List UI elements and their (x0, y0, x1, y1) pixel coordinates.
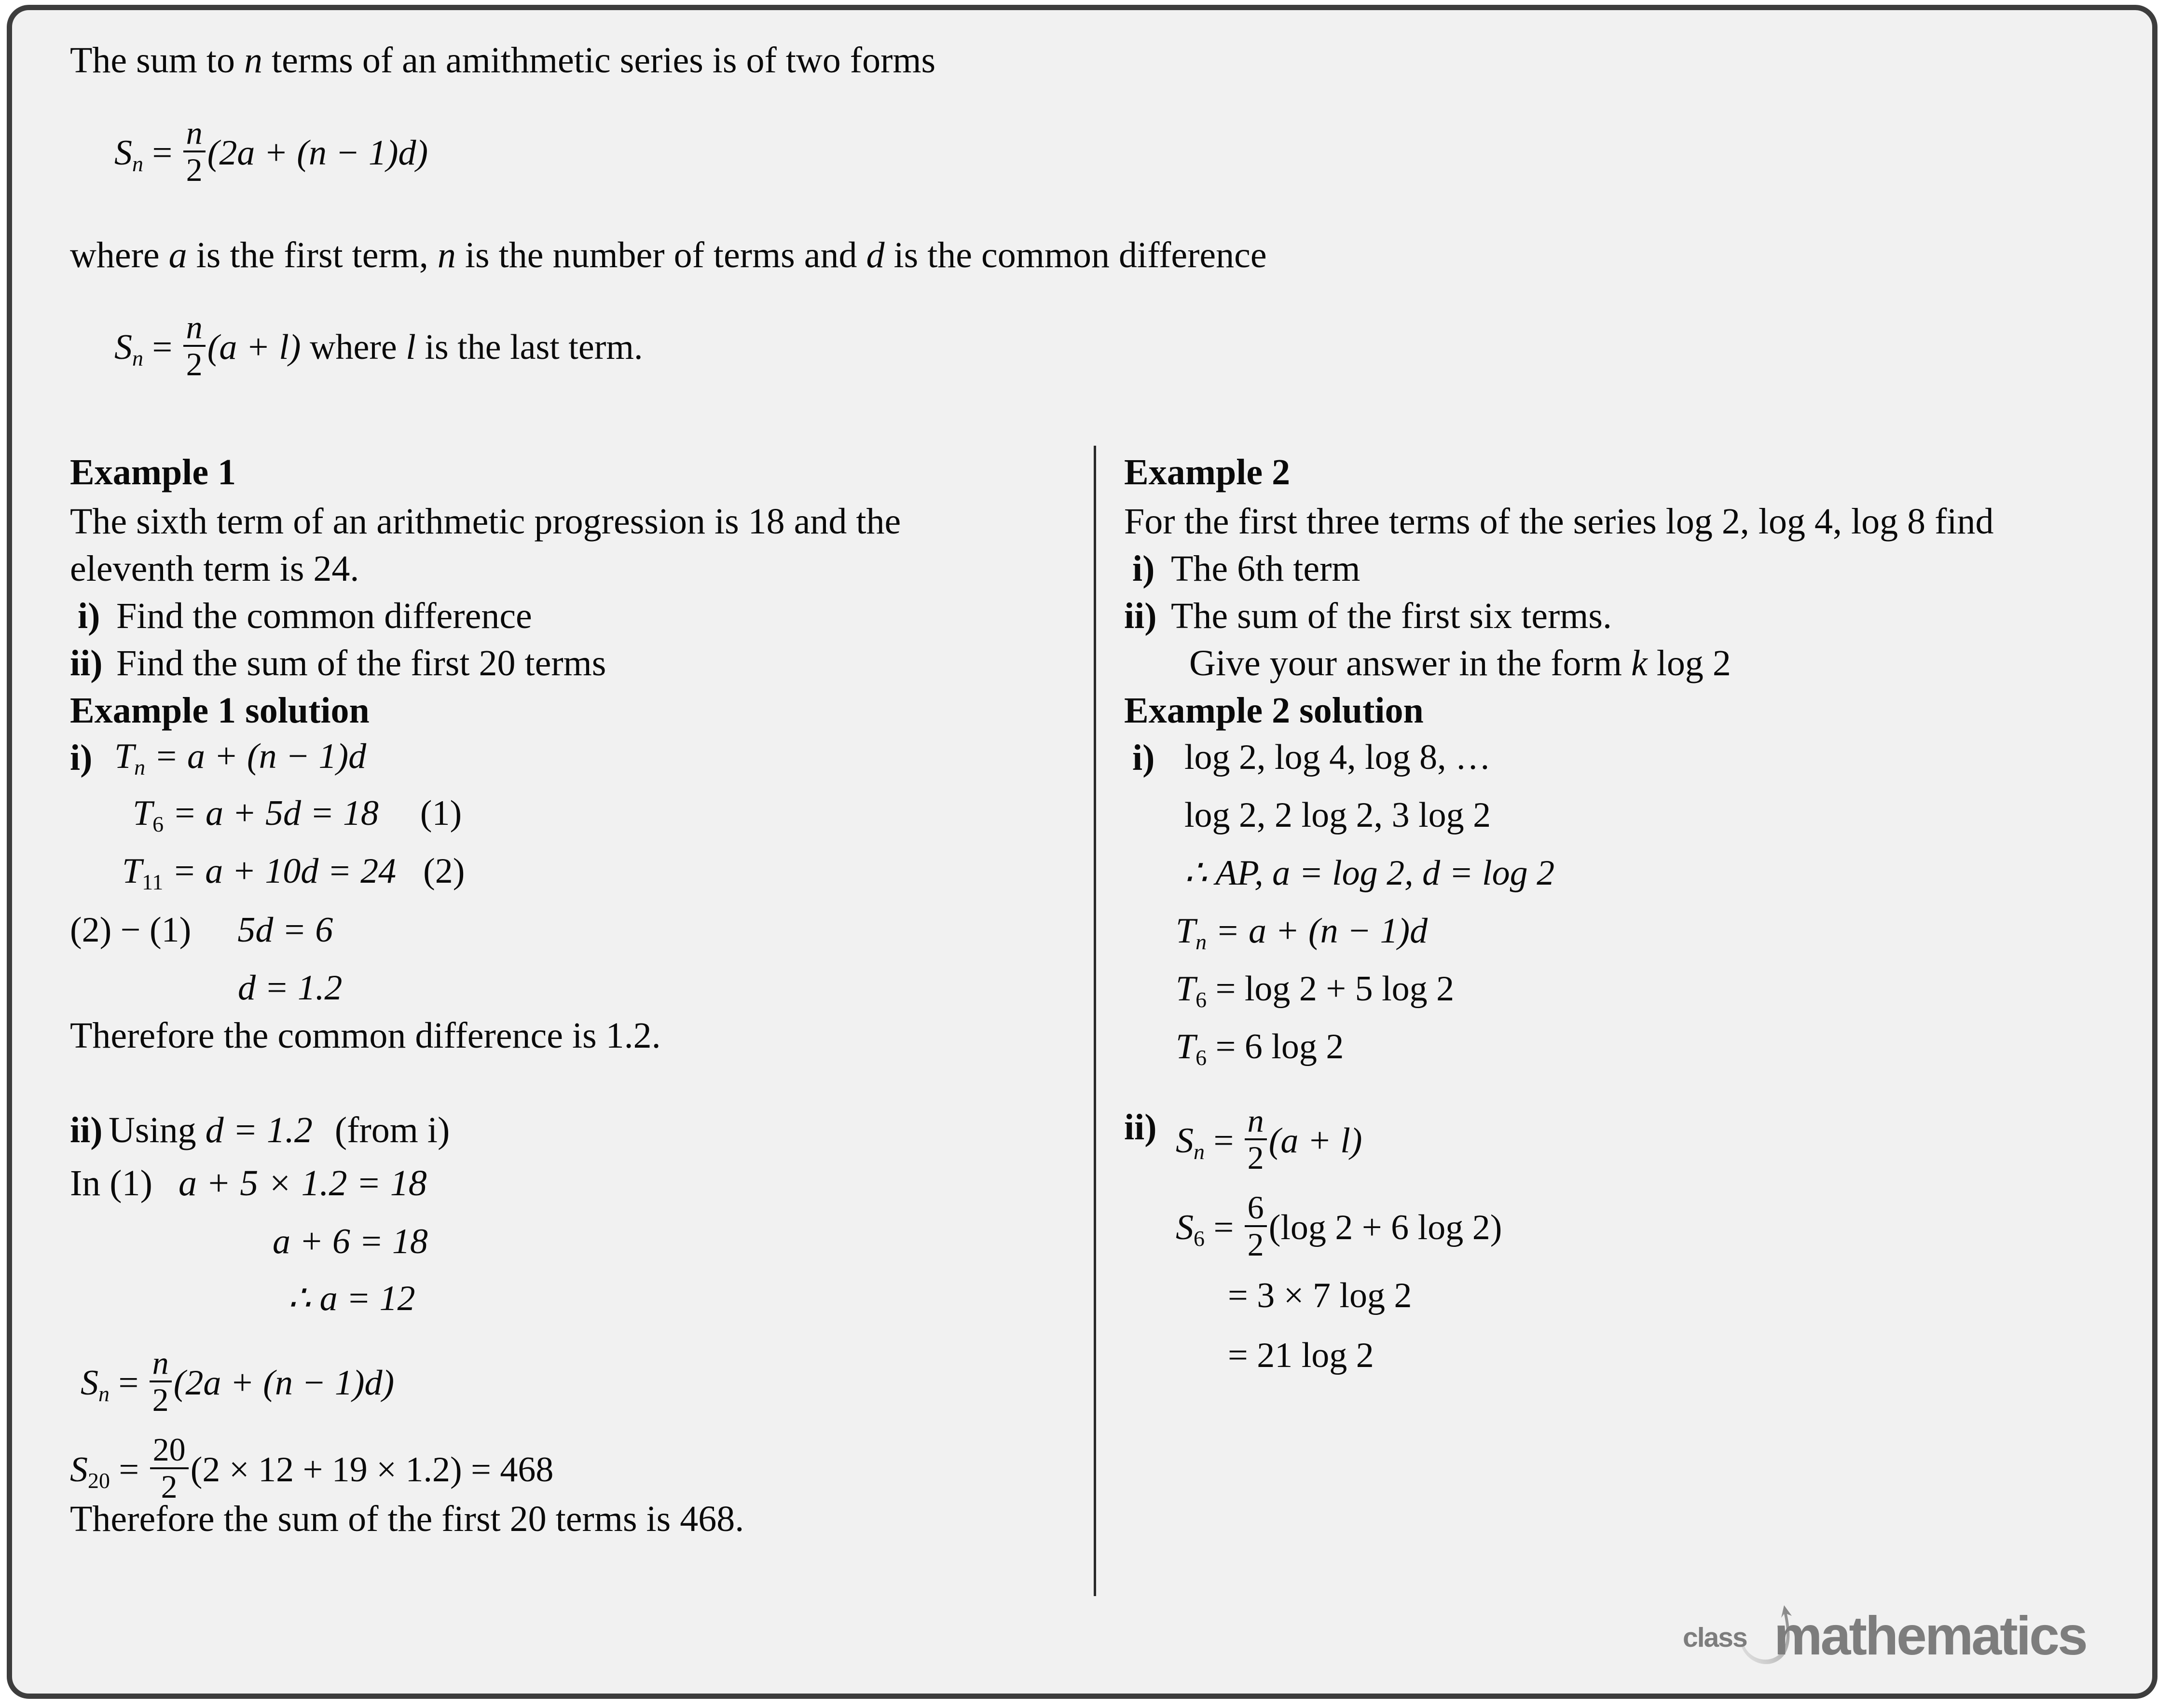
s20-denominator: 2 (161, 1468, 178, 1505)
s20-fraction (150, 1433, 189, 1503)
formula2-var-l: l (406, 328, 416, 368)
example1-line-t11 (122, 853, 465, 893)
formula2-fraction (183, 311, 206, 381)
classmathematics-logo (1683, 1600, 2107, 1664)
e2-tn-sub: n (1195, 929, 1207, 954)
example1-line-tn (114, 738, 366, 779)
t11-rhs: = a + 10d = 24 (172, 851, 397, 891)
formula1-denominator: 2 (186, 151, 203, 189)
e2-sn-fraction (1245, 1104, 1267, 1174)
e2-s6-denominator: 2 (1247, 1226, 1264, 1263)
formula2-equals: = (152, 328, 173, 368)
where-var-n: n (437, 235, 456, 275)
subtract-ops: (2) − (1) (70, 910, 192, 950)
formula2-denominator: 2 (186, 346, 203, 383)
sn-fraction (150, 1344, 172, 1419)
a6-eq: a + 6 = 18 (273, 1222, 428, 1261)
formula2-lhs: S (114, 328, 132, 368)
example1-line-a (288, 1281, 415, 1316)
logo-word-mathematics: mathematics (1774, 1605, 2086, 1666)
example1-sol-ii-label: ii) (70, 1110, 103, 1150)
formula-sum-last-term (114, 311, 643, 381)
example2-line-ap (1184, 855, 1554, 891)
example2-part-ii-label: ii) (1124, 596, 1157, 636)
formula2-lhs-sub: n (132, 345, 143, 370)
tn-lhs: T (114, 737, 135, 776)
example2-solution-heading: Example 2 solution (1124, 690, 1424, 731)
example2-part-ii-text: The sum of the first six terms. (1171, 596, 1612, 636)
formula1-rhs: (2a + (n − 1)d) (207, 133, 428, 173)
t6-rhs: = a + 5d = 18 (172, 793, 379, 833)
tn-sub: n (134, 754, 146, 779)
sn-equals: = (118, 1363, 139, 1403)
example1-line-a6 (273, 1224, 428, 1259)
e2-t6b-rhs: = 6 log 2 (1215, 1027, 1344, 1066)
e2-sn-lhs: S (1176, 1121, 1194, 1161)
example1-formula-s20 (70, 1433, 553, 1503)
using-value: d = 1.2 (205, 1110, 313, 1150)
e2-s6-equals: = (1213, 1208, 1234, 1248)
column-divider (1094, 446, 1096, 1596)
example1-part-i-text: Find the common difference (116, 596, 532, 636)
logo-word-class: class (1683, 1622, 1747, 1653)
subtract-result: 5d = 6 (237, 910, 333, 950)
s20-equals: = (119, 1450, 139, 1490)
e2-s6-lhs: S (1176, 1208, 1194, 1248)
where-definitions-line (70, 237, 1267, 273)
example1-line-subtract (70, 912, 333, 948)
intro-line (70, 42, 935, 79)
formula-sum-general (114, 114, 428, 189)
e2-sn-equals: = (1213, 1121, 1234, 1161)
s20-lhs: S (70, 1450, 88, 1490)
example1-line-in1 (70, 1165, 427, 1202)
t11-tag: (2) (423, 851, 465, 891)
form-pre: Give your answer in the form (1189, 643, 1631, 683)
example1-line-t6 (133, 795, 462, 835)
example1-line-d (238, 970, 342, 1006)
e2-tn-lhs: T (1176, 911, 1196, 951)
example1-question-line2: eleventh term is 24. (70, 548, 359, 589)
example2-part-i-label: i) (1132, 548, 1155, 589)
s20-sub: 20 (88, 1468, 110, 1493)
t11-sub: 11 (142, 869, 164, 894)
example2-line-tn (1176, 913, 1428, 953)
intro-variable-n: n (244, 40, 262, 81)
example1-formula-sn (81, 1344, 395, 1419)
using-note: (from i) (334, 1110, 450, 1150)
e2-t6a-lhs: T (1176, 969, 1196, 1009)
where-var-d: d (866, 235, 885, 275)
form-var-k: k (1631, 643, 1648, 683)
e2-sn-numerator: n (1247, 1102, 1264, 1139)
example2-line-t6a (1176, 971, 1454, 1011)
example1-conclusion-ii: Therefore the sum of the first 20 terms is 468. (70, 1499, 744, 1539)
where-part2: is the first term, (187, 235, 438, 275)
example1-part-ii-text: Find the sum of the first 20 terms (116, 643, 606, 683)
example2-part-i-text: The 6th term (1171, 548, 1360, 589)
example1-question-line1: The sixth term of an arithmetic progression is 18 and the (70, 501, 901, 542)
formula1-lhs-sub: n (132, 151, 143, 176)
example2-formula-s6 (1176, 1191, 1502, 1261)
formula1-equals: = (152, 133, 173, 173)
sn-lhs: S (81, 1363, 98, 1403)
example2-sol-ii-label: ii) (1124, 1107, 1157, 1148)
worksheet-card (7, 5, 2157, 1699)
a-value: ∴ a = 12 (288, 1279, 415, 1318)
example2-line-series2: log 2, 2 log 2, 3 log 2 (1184, 795, 1491, 835)
example2-part-ii-text2 (1189, 645, 1731, 682)
example2-question-line1: For the first three terms of the series log 2, log 4, log 8 find (1124, 501, 1994, 542)
example1-solution-heading: Example 1 solution (70, 690, 370, 731)
example2-line-eq2: = 21 log 2 (1228, 1336, 1374, 1375)
example2-formula-sn (1176, 1104, 1362, 1174)
t6-tag: (1) (420, 793, 462, 833)
e2-t6a-sub: 6 (1195, 987, 1207, 1012)
t6-sub: 6 (152, 811, 164, 836)
example1-part-ii-label: ii) (70, 643, 103, 683)
e2-sn-rhs: (a + l) (1268, 1121, 1362, 1161)
e2-t6a-rhs: = log 2 + 5 log 2 (1215, 969, 1455, 1009)
example2-heading: Example 2 (1124, 452, 1291, 492)
e2-s6-sub: 6 (1194, 1226, 1205, 1251)
example2-line-eq1: = 3 × 7 log 2 (1228, 1276, 1412, 1315)
ap-statement: ∴ AP, a = log 2, d = log 2 (1184, 853, 1555, 893)
e2-sn-sub: n (1194, 1139, 1205, 1164)
e2-s6-rhs: (log 2 + 6 log 2) (1268, 1208, 1502, 1248)
e2-tn-rhs: = a + (n − 1)d (1215, 911, 1428, 951)
example1-heading: Example 1 (70, 452, 236, 492)
where-part1: where (70, 235, 169, 275)
sn-numerator: n (152, 1344, 169, 1381)
example1-part-i-label: i) (78, 596, 100, 636)
t6-lhs: T (133, 793, 153, 833)
example2-sol-i-label: i) (1132, 738, 1155, 778)
example2-line-series: log 2, log 4, log 8, … (1184, 738, 1491, 777)
formula1-lhs: S (114, 133, 132, 173)
where-var-a: a (168, 235, 187, 275)
in1-ref: In (1) (70, 1163, 152, 1203)
example1-sol-i-label: i) (70, 738, 93, 778)
s20-numerator: 20 (152, 1431, 186, 1468)
intro-text-after: terms of an amithmetic series is of two forms (262, 40, 936, 81)
tn-rhs: = a + (n − 1)d (154, 737, 367, 776)
sn-sub: n (98, 1381, 110, 1406)
where-part4: is the common difference (884, 235, 1267, 275)
s20-rhs: (2 × 12 + 19 × 1.2) = 468 (190, 1450, 554, 1490)
formula1-numerator: n (186, 114, 203, 151)
t11-lhs: T (122, 851, 142, 891)
sn-denominator: 2 (152, 1381, 169, 1419)
e2-sn-denominator: 2 (1247, 1139, 1264, 1176)
intro-text-before: The sum to (70, 40, 244, 81)
e2-t6b-lhs: T (1176, 1027, 1196, 1066)
example2-line-t6b (1176, 1029, 1344, 1069)
formula1-fraction (183, 114, 206, 189)
sn-rhs: (2a + (n − 1)d) (173, 1363, 395, 1403)
formula2-numerator: n (186, 309, 203, 345)
worksheet-page (12, 10, 2152, 1694)
e2-s6-numerator: 6 (1247, 1189, 1264, 1226)
in1-eq: a + 5 × 1.2 = 18 (178, 1163, 427, 1203)
where-part3: is the number of terms and (455, 235, 866, 275)
formula2-tail2: is the last term. (415, 328, 643, 368)
example1-sol-ii-using (109, 1112, 450, 1148)
formula2-rhs: (a + l) (207, 328, 301, 368)
formula2-tail1: where (301, 328, 406, 368)
e2-t6b-sub: 6 (1195, 1045, 1207, 1070)
d-value: d = 1.2 (238, 968, 343, 1008)
form-post: log 2 (1647, 643, 1731, 683)
e2-s6-fraction (1245, 1191, 1267, 1261)
example1-conclusion-i: Therefore the common difference is 1.2. (70, 1015, 661, 1056)
using-text: Using (109, 1110, 206, 1150)
